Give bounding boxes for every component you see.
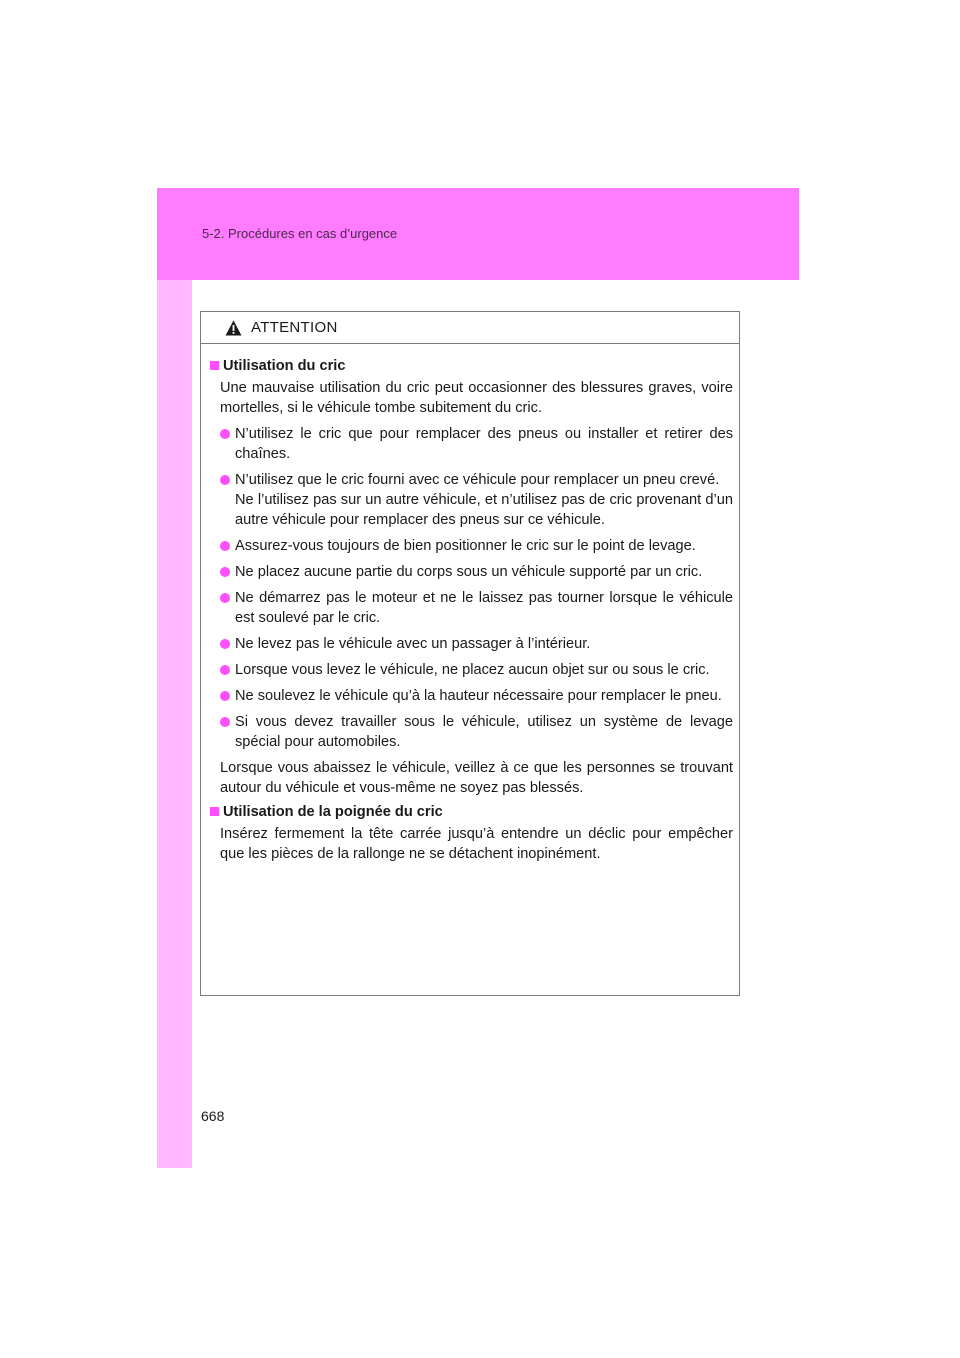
bullet-text [235,562,733,582]
bullet-text [235,686,733,706]
bullet-dot-icon [220,639,230,649]
intro-paragraph: Une mauvaise utilisation du cric peut occasionner des blessures graves, voire mortelles, si le véhicule tombe subitement du cric. [220,380,733,416]
bullet-item [210,470,733,530]
bullet-line: Assurez-vous toujours de bien positionner le cric sur le point de levage. [235,538,696,554]
warning-triangle-icon [225,320,242,336]
square-bullet-icon [210,361,219,370]
bullet-dot-icon [220,541,230,551]
warning-header [201,312,739,344]
warning-box [200,311,740,996]
square-bullet-icon [210,807,219,816]
warning-label: ATTENTION [251,319,338,336]
bullet-line: Si vous devez travailler sous le véhicule, utilisez un système de levage spécial pour automobiles. [235,714,733,750]
bullet-dot-icon [220,593,230,603]
handle-paragraph: Insérez fermement la tête carrée jusqu’à entendre un déclic pour empêcher que les pièces de la rallonge ne se détachent inopinément. [220,826,733,862]
bullet-text [235,634,733,654]
section-title: 5-2. Procédures en cas d’urgence [202,226,398,241]
heading-jack-use: Utilisation du cric [210,356,733,376]
bullet-dot-icon [220,691,230,701]
bullet-line: N’utilisez que le cric fourni avec ce véhicule pour remplacer un pneu crevé. [235,472,720,488]
bullet-text [235,660,733,680]
bullet-item [210,562,733,582]
bullet-dot-icon [220,475,230,485]
bullet-line: Ne levez pas le véhicule avec un passager à l’intérieur. [235,636,591,652]
bullet-item [210,660,733,680]
side-strip [157,188,192,1168]
warning-body [201,344,739,864]
bullet-text [235,424,733,464]
lowering-paragraph: Lorsque vous abaissez le véhicule, veillez à ce que les personnes se trouvant autour du véhicule et vous-même ne soyez pas blessés. [220,760,733,796]
bullet-text [235,470,733,530]
page-number: 668 [201,1108,225,1124]
bullet-list [210,424,733,752]
bullet-item [210,686,733,706]
bullet-dot-icon [220,717,230,727]
bullet-item [210,424,733,464]
bullet-item [210,634,733,654]
bullet-line: Ne soulevez le véhicule qu’à la hauteur nécessaire pour remplacer le pneu. [235,688,722,704]
bullet-dot-icon [220,429,230,439]
bullet-text [235,536,733,556]
bullet-line: N’utilisez le cric que pour remplacer des pneus ou installer et retirer des chaînes. [235,426,733,462]
bullet-text [235,712,733,752]
bullet-text [235,588,733,628]
bullet-line: Ne démarrez pas le moteur et ne le laissez pas tourner lorsque le véhicule est soulevé par le cric. [235,590,733,626]
bullet-line: Ne placez aucune partie du corps sous un véhicule supporté par un cric. [235,564,703,580]
bullet-dot-icon [220,665,230,675]
heading-jack-handle: Utilisation de la poignée du cric [210,802,733,822]
bullet-item [210,536,733,556]
bullet-line: Lorsque vous levez le véhicule, ne placez aucun objet sur ou sous le cric. [235,662,710,678]
bullet-item [210,712,733,752]
bullet-line: Ne l’utilisez pas sur un autre véhicule, et n’utilisez pas de cric provenant d’un autre véhicule pour remplacer des pneus sur ce véhicule. [235,492,733,528]
bullet-item [210,588,733,628]
bullet-dot-icon [220,567,230,577]
